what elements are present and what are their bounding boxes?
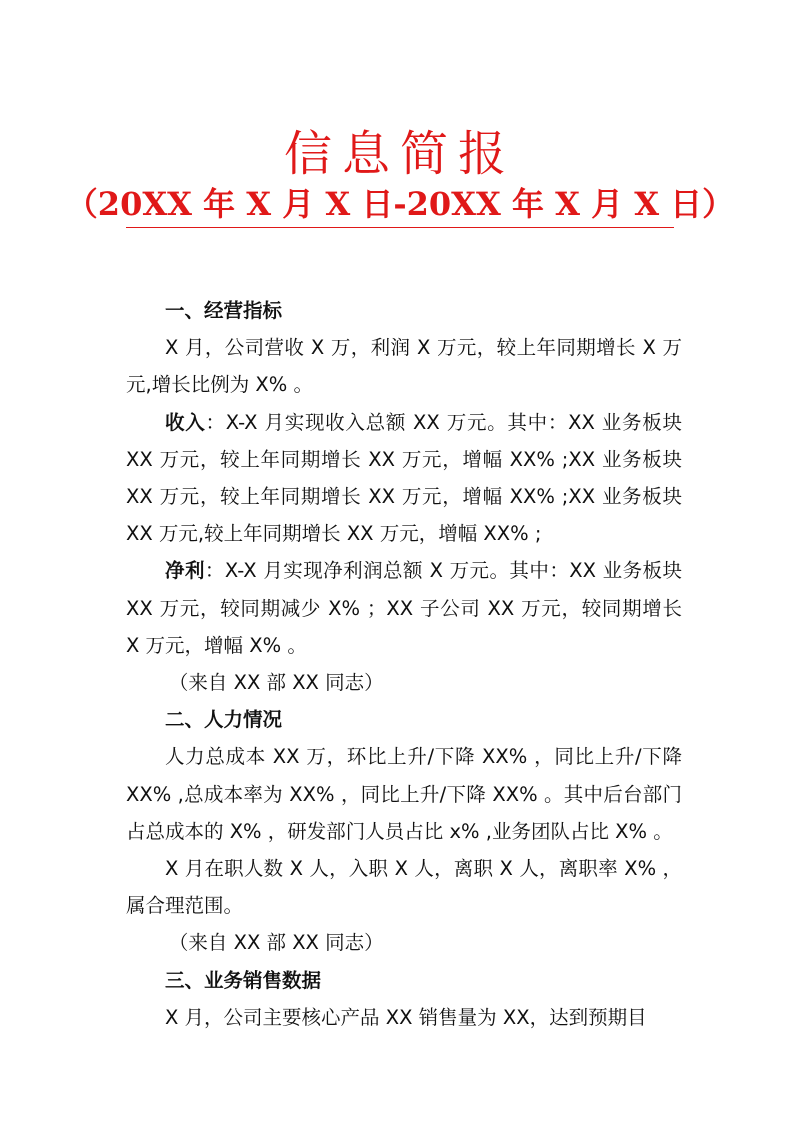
paragraph-headcount: X 月在职人数 X 人，入职 X 人，离职 X 人，离职率 X% ，属合理范围。 xyxy=(126,857,682,918)
paragraph-monthly-revenue: X 月，公司营收 X 万，利润 X 万元，较上年同期增长 X 万元,增长比例为 X% 。 xyxy=(126,336,682,397)
paragraph-net-profit xyxy=(126,552,682,664)
section-heading-sales-data: 三、业务销售数据 xyxy=(165,968,322,992)
paragraph-labor-cost: 人力总成本 XX 万，环比上升/下降 XX% ，同比上升/下降 XX% ,总成本率为 XX% ，同比上升/下降 XX% 。其中后台部门占总成本的 X% ，研发部门人员占比 x% ,业务团队占比 X% 。 xyxy=(126,745,682,843)
net-profit-text: ：X-X 月实现净利润总额 X 万元。其中：XX 业务板块 XX 万元，较同期减少 X% ；XX 子公司 XX 万元，较同期增长 X 万元，增幅 X% 。 xyxy=(126,559,682,657)
document-body xyxy=(126,292,682,1036)
section-heading-human-resources: 二、人力情况 xyxy=(165,708,283,732)
income-text: ：X-X 月实现收入总额 XX 万元。其中：XX 业务板块 XX 万元，较上年同期增长 XX 万元，增幅 XX% ;XX 业务板块 XX 万元，较上年同期增长 XX 万元，增幅 XX% ;XX 业务板块 XX 万元,较上年同期增长 XX 万元，增幅 XX% ; xyxy=(126,410,682,546)
net-profit-label: 净利 xyxy=(165,559,205,583)
source-attribution: （来自 XX 部 XX 同志） xyxy=(168,671,384,695)
title-divider xyxy=(126,227,674,228)
paragraph-income xyxy=(126,404,682,553)
source-attribution: （来自 XX 部 XX 同志） xyxy=(168,931,384,955)
section-heading-business-indicators: 一、经营指标 xyxy=(165,299,283,322)
document-date-range: （20XX 年 X 月 X 日-20XX 年 X 月 X 日） xyxy=(65,185,735,223)
document-title: 信息简报 xyxy=(283,126,516,182)
income-label: 收入 xyxy=(165,410,206,434)
paragraph-core-product-sales: X 月，公司主要核心产品 XX 销售量为 XX，达到预期目 xyxy=(165,1005,647,1029)
